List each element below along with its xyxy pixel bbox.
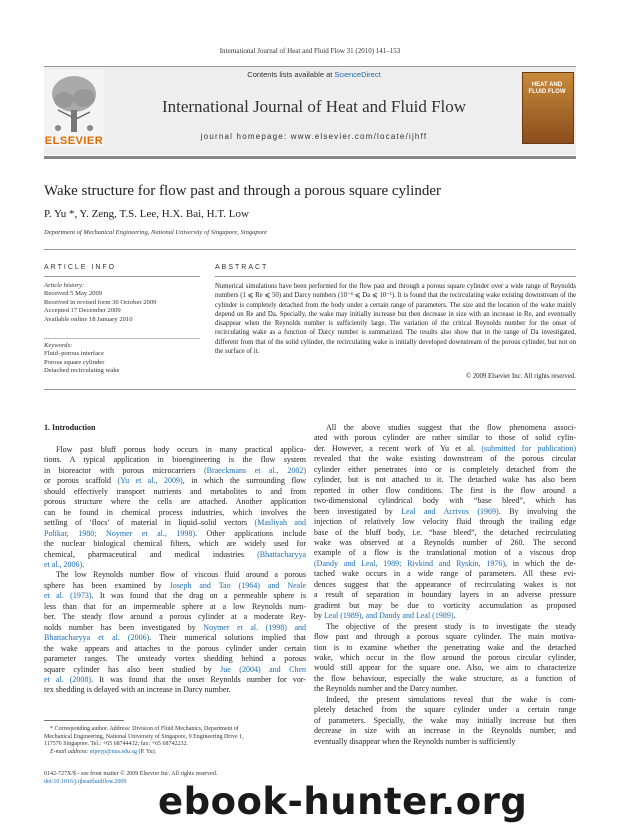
author-affiliation: Department of Mechanical Engineering, National University of Singapore, Singapore [44,229,268,236]
text-line [44,591,306,601]
text-line [314,663,576,673]
text-run: nolds number has been investigated by [44,622,204,632]
text-line [44,497,306,507]
text-run: cylinder either penetrates into or is completely detached from the [314,464,576,474]
text-run: . It was found that the drag on a permeable sphere is [91,591,306,601]
text-line [314,705,576,715]
text-line [314,433,576,443]
text-run: Flow past bluff porous body occurs in many practical applica- [56,445,306,454]
text-run: . Their numerical solutions implied that [149,633,306,643]
text-run: flow past and through a porous square cylinder. The main motiva- [314,632,576,642]
abstract-rule [215,276,576,277]
text-run: All the above studies suggest that the flow phenomena associ- [326,423,576,432]
footnote-line: Mechanical Engineering, National University of Singapore, 9 Engineering Drive 1, [44,733,244,740]
issn-line: 0142-727X/$ - see front matter © 2009 Elsevier Inc. All rights reserved. [44,771,218,777]
abstract-text: Numerical simulations have been performed for the flow past and through a porous square cylinder over a wide range of Reynolds numbers (1 ⩽ Re ⩽ 50) and Darcy numbers (10⁻⁶ ⩽ Da ⩽ 10⁻¹). It is found that the recirculating wake existing downstream of the cylinder is completely detached from the body under a certain range of parameters. The size and the location of the wake mainly depend on Re and Da. Specially, the wake may initially increase but then decrease in size with an increase in Re, and eventually disappear when the Reynolds number is sufficiently large. The variation of the critical Reynolds number for the onset of recirculating wake as a function of Darcy number is summarized. The results also show that in the range of Da investigated, different from that of the solid cylinder, the recirculating wake is initially developed downstream of the porous cylinder, but not on the surface of it. [215,283,576,356]
text-line [44,539,306,549]
text-run: Indeed, the present simulations reveal that the wake is com- [326,694,576,704]
text-line [44,685,306,695]
text-line [314,726,576,736]
footnote-line: * Corresponding author. Address: Division of Fluid Mechanics, Department of [50,726,239,732]
text-run: pletely detached from the square cylinder under a certain range [314,705,576,715]
abstract-heading: ABSTRACT [215,264,269,271]
citation-link[interactable]: (Dandy and Leal, 1989; Rivkind and Ryskin, 1976) [314,558,505,568]
history-line: Available online 18 January 2010 [44,315,133,323]
text-run: the nuclear biological chemical filters, which are widely used for [44,539,306,549]
text-run: , in which the de- [505,558,577,568]
text-run: less than that for an impermeable sphere at a low Reynolds num- [44,601,306,611]
citation-link[interactable]: (Masliyah and [254,518,306,528]
text-run: by [314,611,324,621]
text-run: settling of ‘flocs’ of material in liquid–solid vectors [44,518,255,528]
text-line [44,644,306,654]
text-line [44,570,306,580]
text-run: porous structure where the cells are attached. Another application [44,497,306,507]
right-column [314,423,576,747]
journal-cover-title [524,82,570,96]
header-divider [44,156,576,159]
text-line [314,538,576,548]
keywords-block [44,342,200,376]
text-line [314,695,576,705]
text-line [44,665,306,675]
text-run: ber. The steady flow around a porous cylinder at a moderate Rey- [44,612,306,622]
citation-link[interactable]: Leal (1989), and Dandy and Leal (1989) [324,611,454,621]
keyword: Detached recirculating wake [44,367,120,375]
keyword: Porous square cylinder [44,358,105,366]
journal-reference: International Journal of Heat and Fluid Flow 31 (2010) 141–153 [219,47,401,55]
text-run: can be found in chemical process industries, which involves the [44,507,306,517]
text-run: dences suggest that the appearance of recirculating wakes is not [314,579,576,589]
text-run: or porous scaffold [44,476,118,486]
text-run: der. However, a recent work of Yu et al. [314,443,482,453]
text-line [44,529,306,539]
email-label: E-mail address: [50,748,90,755]
text-run: tex shedding is delayed with an increase in Darcy number. [44,685,231,695]
text-line [314,423,576,433]
text-run: the flow behaviour, especially the wake structure, as a function of [314,673,576,683]
text-run: tion is to examine whether the penetrating wake and the detached [314,642,576,652]
text-line [314,465,576,475]
text-run: a result of separation in boundary layers in an adverse pressure [314,590,576,600]
text-line [314,580,576,590]
text-line [314,517,576,527]
text-run: wake was observed at a Reynolds number of 260. The second [314,537,576,547]
text-line [44,675,306,685]
history-line: Received in revised form 30 October 2009 [44,298,157,306]
citation-link[interactable]: et al. (1973) [44,591,92,601]
citation-link[interactable]: (Yu et al., 2009) [117,476,183,486]
citation-link[interactable]: et al. (2008) [44,674,92,684]
citation-link[interactable]: Bhattacharyya et al. (2006) [44,633,150,643]
text-line [314,611,576,621]
text-run: . By involving the [498,506,576,516]
author-email-link[interactable]: mpeyp@nus.edu.sg [89,748,137,755]
text-line [314,643,576,653]
citation-link[interactable]: (Bhattacharyya [257,549,306,559]
text-run: . [82,559,85,569]
text-line [314,559,576,569]
text-run: would still appear for the square one. Also, we aim to characterize [314,663,576,673]
watermark-text: ebook-hunter.org [158,780,528,823]
doi-link[interactable]: doi:10.1016/j.ijheatfluidflow.2009 [44,778,127,785]
corresponding-author-footnote [44,726,306,756]
text-line [314,590,576,600]
text-run: parameter ranges. The unsteady vortex shedding behind a porous [44,654,306,664]
footnote-line: 117576 Singapore. Tel.: +65 68744432; fax: +65 68742232. [44,741,189,748]
text-line [314,444,576,454]
article-title: Wake structure for flow past and through a porous square cylinder [44,183,442,199]
text-line [314,684,576,694]
journal-title: International Journal of Heat and Fluid Flow [161,97,467,116]
journal-homepage[interactable]: journal homepage: www.elsevier.com/locate/ijhff [200,132,428,141]
text-line [314,507,576,517]
text-run: The low Reynolds number flow of viscous fluid around a porous [56,570,306,580]
text-line [314,548,576,558]
text-run: reported in other flow conditions. The first is the flow around a [314,485,576,495]
text-run: tions. A typical application in bioengineering is the flow system [44,455,306,465]
history-line: Received 5 May 2009 [44,290,103,298]
text-line [314,528,576,538]
keywords-label: Keywords: [44,342,73,349]
citation-link[interactable]: Noymer et al. (1998) and [203,622,306,632]
text-line [314,569,576,579]
article-history-label: Article history: [44,282,85,289]
paragraph [44,570,306,695]
text-run: , in which the surrounding flow [182,476,307,486]
article-authors: P. Yu *, Y. Zeng, T.S. Lee, H.X. Bai, H.T. Low [44,208,249,220]
section-heading-introduction: 1. Introduction [44,423,96,432]
abstract-bottom-rule [44,389,576,390]
left-column [44,445,306,696]
contents-line [110,70,518,79]
article-info-rule [44,276,200,277]
text-run: revealed that the wake existing downstream of the porous circular [314,454,576,464]
cover-title-line-1: HEAT AND [531,82,563,88]
email-suffix: (P. Yu). [136,748,157,755]
text-run: been investigated by [314,506,402,516]
text-run: tached wake occurs in a wide range of parameters. All these evi- [314,569,576,579]
text-line [314,475,576,485]
text-line [314,601,576,611]
text-run: should effectively transport nutrients and metabolites to and from [44,486,306,496]
text-run: injection of relatively low velocity fluid through the trailing edge [314,517,576,527]
text-run: base of the bluff body, i.e. “base bleed”, the detached recirculating [314,527,576,537]
paragraph [314,622,576,695]
text-run: decrease in size with an increase in the Reynolds number, and [314,726,576,736]
article-history [44,282,200,324]
text-line [44,466,306,476]
text-run: . [453,611,456,621]
sciencedirect-link[interactable]: ScienceDirect [334,70,381,79]
text-line [44,581,306,591]
citation-link[interactable]: Jue (2004) and Chen [220,664,306,674]
text-line [314,486,576,496]
text-line [44,623,306,633]
text-run: square cylinder has also been studied by [44,664,221,674]
text-line [314,653,576,663]
text-line [314,496,576,506]
paragraph [44,445,306,570]
title-divider [44,249,576,250]
text-run: the wake appears and attaches to the porous cylinder under certain [44,643,306,653]
text-line [314,737,576,747]
text-line [44,476,306,486]
text-line [44,612,306,622]
text-line [44,455,306,465]
article-info-heading: ARTICLE INFO [44,264,117,271]
text-line [44,654,306,664]
elsevier-wordmark: ELSEVIER [44,135,104,147]
text-run: The objective of the present study is to investigate the steady [326,621,576,631]
text-line [44,633,306,643]
text-run: in bioreactor with porous microcarriers [44,465,204,475]
text-line [44,445,306,455]
text-line [314,716,576,726]
keywords-rule [44,338,200,339]
text-run: example of a flow is the translational motion of a viscous drop [314,548,576,558]
copyright-notice: © 2009 Elsevier Inc. All rights reserved. [465,373,576,380]
text-run: cylinder, but is not attached to it. The detached wake has also been [314,475,576,485]
text-line [314,632,576,642]
text-run: chemical, pharmaceutical and medical industries [44,549,258,559]
footnote-rule [44,720,124,721]
keyword: Fluid–porous interface [44,350,104,358]
text-line [44,550,306,560]
cover-title-line-2: FLUID FLOW [528,89,566,95]
text-line [44,487,306,497]
text-line [44,560,306,570]
citation-link[interactable]: Joseph and Tao (1964) and Neale [169,580,307,590]
text-line [314,674,576,684]
text-line [44,602,306,612]
text-run: two-dimensional cylindrical body with “base bleed”, which has [314,496,576,506]
text-run: the Reynolds number and the Darcy number. [314,684,458,694]
text-line [314,454,576,464]
paragraph [314,423,576,622]
text-line [314,622,576,632]
text-run: . Other applications include [195,528,307,538]
paragraph [314,695,576,747]
history-line: Accepted 17 December 2009 [44,307,121,315]
text-run: . It was found that the onset Reynolds number for vor- [91,674,306,684]
contents-prefix: Contents lists available at [247,70,335,79]
text-run: ated with porous cylinder are rather similar to those of solid cylin- [314,433,576,443]
text-run: of parameters. Specially, the wake may initially increase but then [314,715,576,725]
text-run: gradient but may be due to vorticity accumulation as proposed [314,600,576,610]
text-run: wake, which occur in the flow around the porous circular cylinder, [314,652,576,662]
text-line [44,518,306,528]
citation-link[interactable]: (Braeckmans et al., 2002) [203,465,306,475]
citation-link[interactable]: Leal and Acrivos (1969) [401,506,499,516]
citation-link[interactable]: (submitted for publication) [481,443,577,453]
text-run: eventually disappear when the Reynolds number is sufficiently [314,736,516,746]
citation-link[interactable]: Polikar, 1980; Noymer et al., 1998) [44,528,196,538]
text-run: sphere has been examined by [44,580,170,590]
text-line [44,508,306,518]
citation-link[interactable]: et al., 2006) [44,559,83,569]
